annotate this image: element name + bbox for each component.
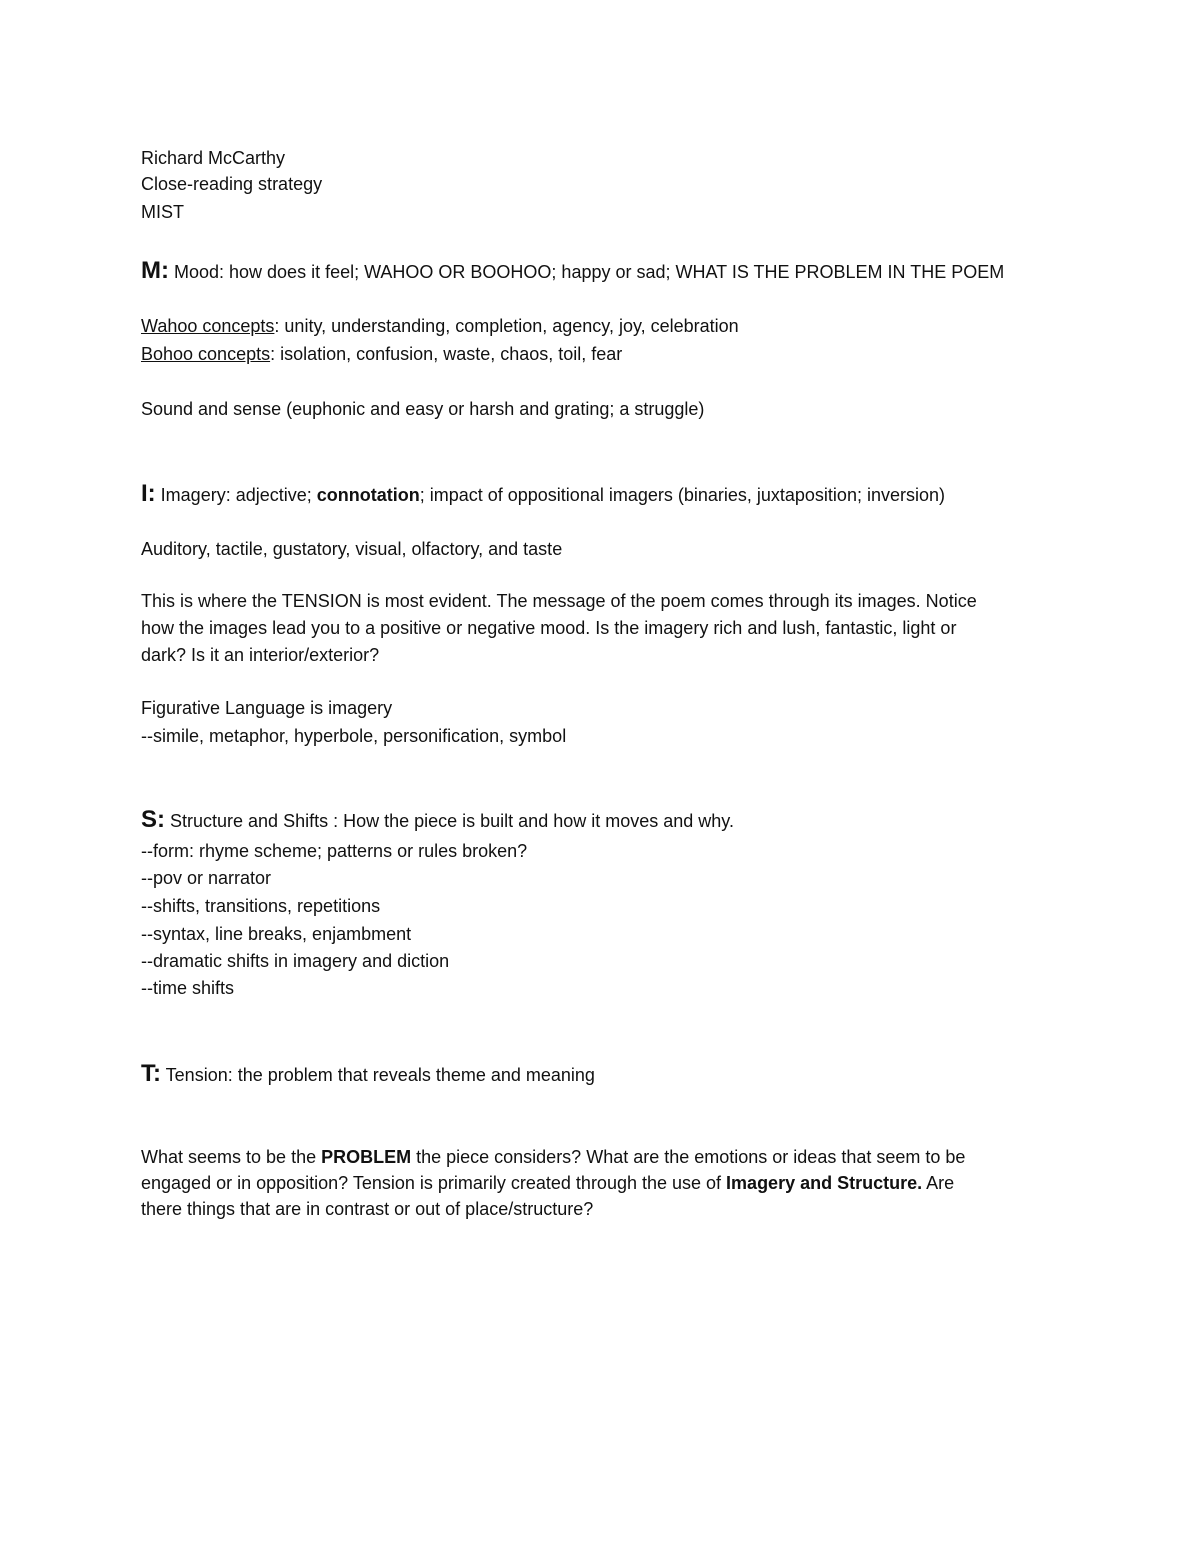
structure-item: --syntax, line breaks, enjambment (141, 924, 412, 944)
structure-heading-text: Structure and Shifts : How the piece is built and how it moves and why. (165, 811, 734, 831)
mood-heading-text: Mood: how does it feel; WAHOO OR BOOHOO; happy or sad; WHAT IS THE PROBLEM IN THE POEM (168, 262, 1005, 282)
structure-item: --form: rhyme scheme; patterns or rules broken? (141, 841, 528, 861)
bohoo-concepts-line (141, 343, 622, 365)
imagery-heading: I: Imagery: adjective; connotation; impact of oppositional imagers (binaries, juxtaposition; inversion) (141, 480, 945, 507)
imagery-paragraph-line-1: This is where the TENSION is most evident. The message of the poem comes through its images. Notice (141, 591, 977, 611)
tension-heading (141, 1060, 595, 1087)
figurative-language-line: Figurative Language is imagery (141, 698, 393, 718)
structure-heading (141, 806, 734, 833)
mood-heading (141, 257, 1005, 284)
wahoo-concepts-text: : unity, understanding, completion, agency, joy, celebration (274, 316, 739, 336)
tension-paragraph-line-3: there things that are in contrast or out of place/structure? (141, 1199, 594, 1219)
wahoo-concepts-line (141, 315, 739, 337)
structure-item: --pov or narrator (141, 868, 272, 888)
imagery-letter: I: (141, 480, 156, 507)
sound-and-sense-line: Sound and sense (euphonic and easy or harsh and grating; a struggle) (141, 399, 705, 419)
tension-heading-text: Tension: the problem that reveals theme and meaning (161, 1065, 595, 1085)
structure-item: --shifts, transitions, repetitions (141, 896, 381, 916)
structure-item: --dramatic shifts in imagery and diction (141, 951, 450, 971)
bohoo-concepts-text: : isolation, confusion, waste, chaos, toil, fear (270, 344, 623, 364)
senses-line: Auditory, tactile, gustatory, visual, olfactory, and taste (141, 539, 563, 559)
connotation-bold: connotation (316, 485, 420, 505)
document-subtitle: Close-reading strategy (141, 174, 323, 194)
tension-paragraph-line-1: What seems to be the PROBLEM the piece considers? What are the emotions or ideas that seem to be (141, 1147, 966, 1167)
mood-letter: M: (141, 257, 169, 284)
tension-paragraph-line-2: engaged or in opposition? Tension is primarily created through the use of Imagery and Structure. Are (141, 1173, 955, 1193)
wahoo-concepts-label: Wahoo concepts (141, 316, 275, 336)
imagery-paragraph-line-3: dark? Is it an interior/exterior? (141, 645, 380, 665)
document-acronym: MIST (141, 202, 184, 222)
structure-item: --time shifts (141, 978, 235, 998)
imagery-structure-bold: Imagery and Structure. (726, 1173, 923, 1193)
structure-letter: S: (141, 806, 165, 833)
bohoo-concepts-label: Bohoo concepts (141, 344, 271, 364)
tension-letter: T: (141, 1060, 161, 1087)
author-name: Richard McCarthy (141, 148, 286, 168)
figurative-list-line: --simile, metaphor, hyperbole, personification, symbol (141, 726, 567, 746)
imagery-paragraph-line-2: how the images lead you to a positive or negative mood. Is the imagery rich and lush, fantastic, light or (141, 618, 957, 638)
problem-bold: PROBLEM (321, 1147, 412, 1167)
